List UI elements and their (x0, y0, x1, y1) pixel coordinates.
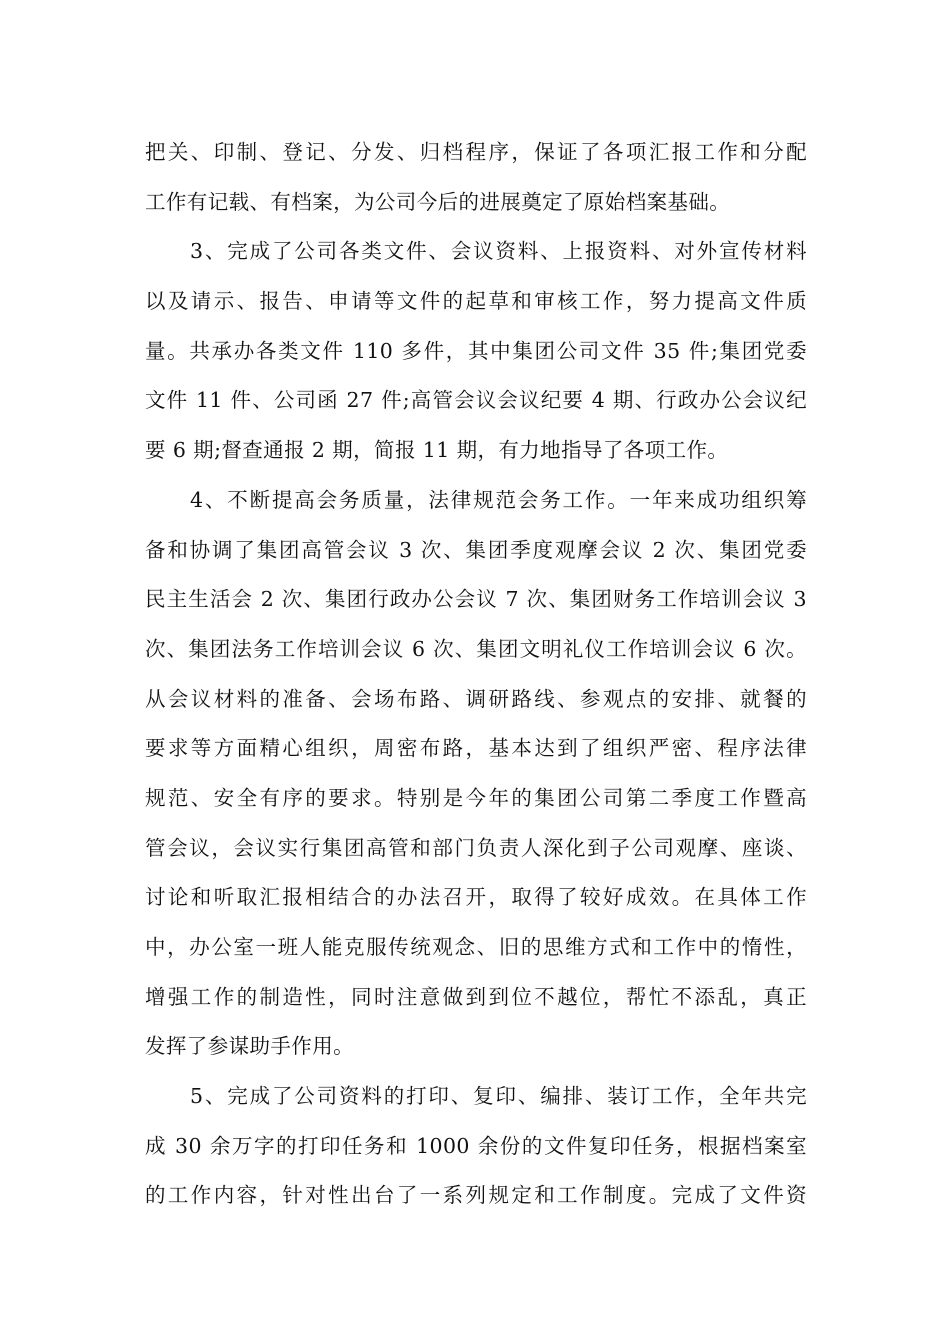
text-line: 以及请示、报告、申请等文件的起草和审核工作，努力提高文件质 (145, 289, 807, 314)
text-line: 讨论和听取汇报相结合的办法召开，取得了较好成效。在具体工作 (145, 885, 807, 910)
text-line: 从会议材料的准备、会场布路、调研路线、参观点的安排、就餐的 (145, 686, 807, 711)
text-line: 把关、印制、登记、分发、归档程序，保证了各项汇报工作和分配 (145, 140, 807, 164)
text-line: 量。共承办各类文件 110 多件，其中集团公司文件 35 件;集团党委 (145, 338, 807, 363)
text-line: 要 6 期;督查通报 2 期，简报 11 期，有力地指导了各项工作。 (145, 438, 729, 463)
text-line: 的工作内容，针对性出台了一系列规定和工作制度。完成了文件资 (145, 1183, 807, 1208)
text-line: 民主生活会 2 次、集团行政办公会议 7 次、集团财务工作培训会议 3 (145, 587, 807, 612)
text-line: 增强工作的制造性，同时注意做到到位不越位，帮忙不添乱，真正 (145, 984, 807, 1009)
text-line: 备和协调了集团高管会议 3 次、集团季度观摩会议 2 次、集团党委 (145, 537, 807, 562)
text-line: 工作有记载、有档案，为公司今后的进展奠定了原始档案基础。 (145, 189, 731, 214)
paragraph-start-line: 5、完成了公司资料的打印、复印、编排、装订工作，全年共完 (190, 1084, 807, 1109)
text-line: 次、集团法务工作培训会议 6 次、集团文明礼仪工作培训会议 6 次。 (145, 636, 807, 661)
paragraph-start-line: 3、完成了公司各类文件、会议资料、上报资料、对外宣传材料 (190, 239, 807, 264)
paragraph-start-line: 4、不断提高会务质量，法律规范会务工作。一年来成功组织筹 (190, 487, 807, 512)
document-body (145, 128, 807, 1221)
text-line: 文件 11 件、公司函 27 件;高管会议会议纪要 4 期、行政办公会议纪 (145, 388, 807, 413)
text-line: 规范、安全有序的要求。特别是今年的集团公司第二季度工作暨高 (145, 785, 807, 810)
text-line: 发挥了参谋助手作用。 (145, 1034, 354, 1059)
text-line: 管会议，会议实行集团高管和部门负责人深化到子公司观摩、座谈、 (145, 835, 807, 860)
text-line: 中，办公室一班人能克服传统观念、旧的思维方式和工作中的惰性， (145, 935, 807, 959)
text-line: 成 30 余万字的打印任务和 1000 余份的文件复印任务，根据档案室 (145, 1133, 807, 1158)
text-line: 要求等方面精心组织，周密布路，基本达到了组织严密、程序法律 (145, 736, 807, 761)
